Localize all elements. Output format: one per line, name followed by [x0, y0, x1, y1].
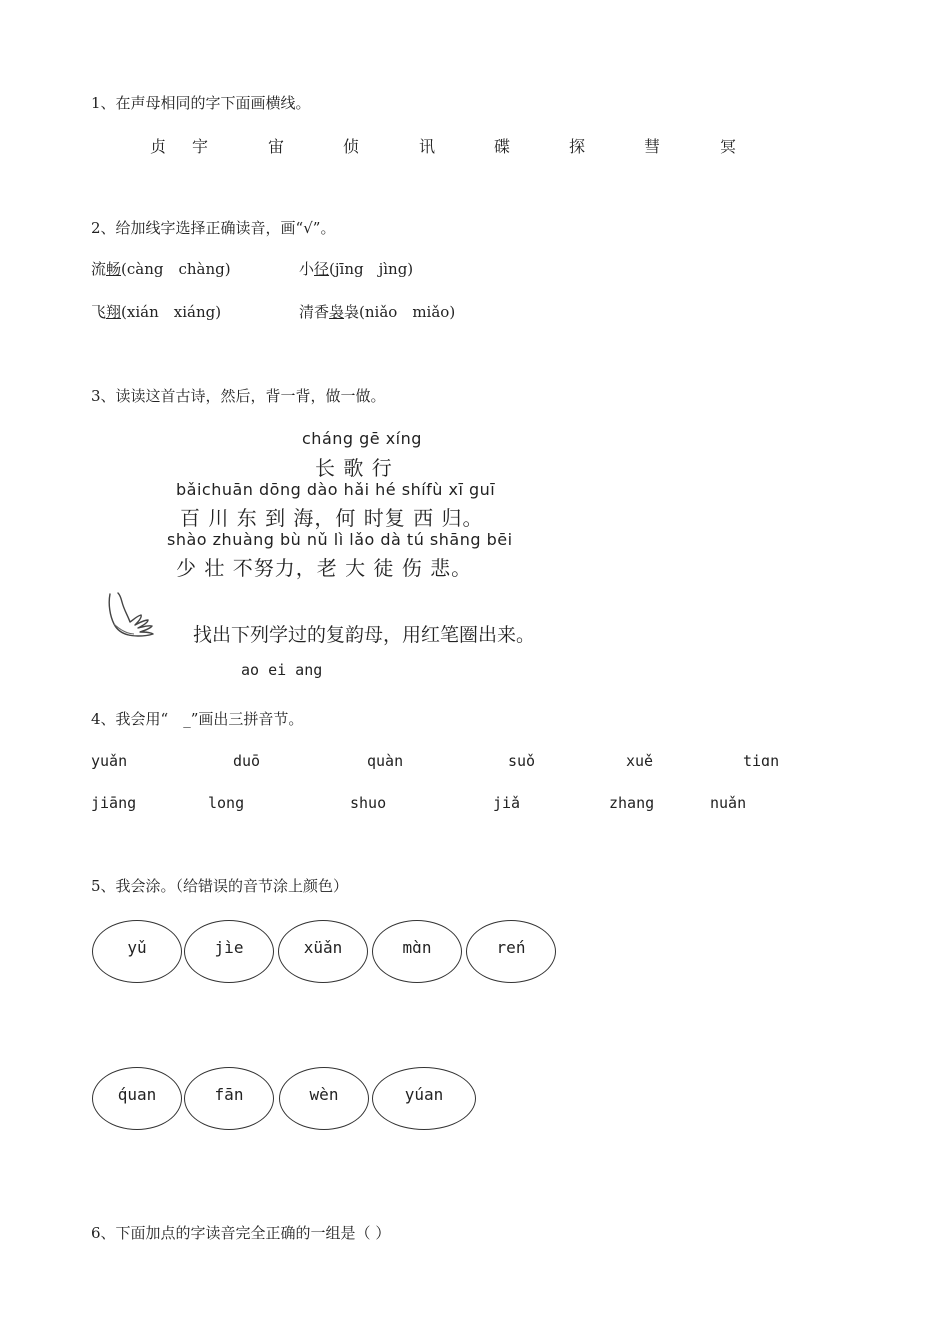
q4-title: 4、我会用“ _”画出三拼音节。: [91, 710, 304, 728]
q2-options: (xián xiáng): [121, 303, 222, 321]
q1-char: 碟: [494, 137, 511, 156]
q2-underlined-char: 翔: [106, 303, 122, 321]
q4-syllable: zhang: [609, 794, 655, 812]
q1-char: 宇: [192, 137, 209, 156]
q1-char: 探: [569, 137, 586, 156]
q4-syllable: jiāng: [91, 794, 137, 812]
q1-char: 宙: [268, 137, 285, 156]
q4-syllable: jiǎ: [493, 794, 521, 812]
q2-item: [91, 258, 231, 279]
q1-char: 侦: [343, 137, 360, 156]
q2-word: 流: [91, 260, 107, 278]
q5-title: 5、我会涂。（给错误的音节涂上颜色）: [91, 877, 349, 895]
hand-icon: [104, 590, 156, 646]
q6-title: 6、下面加点的字读音完全正确的一组是（ ）: [91, 1224, 391, 1242]
syllable-oval[interactable]: wèn: [279, 1067, 369, 1130]
q2-item: [91, 301, 221, 322]
syllable-oval[interactable]: reń: [466, 920, 556, 983]
q4-syllable: long: [208, 794, 245, 812]
q2-word: 清香: [299, 303, 330, 321]
q4-syllable: shuo: [350, 794, 387, 812]
q2-options: (jīng jìng): [329, 260, 414, 278]
poem-line1-pinyin: bǎichuān dōng dào hǎi hé shífù xī guī: [176, 480, 496, 499]
q1-char: 贞: [150, 137, 167, 156]
q4-syllable: tiɑn: [743, 752, 780, 770]
syllable-oval[interactable]: q́uan: [92, 1067, 182, 1130]
syllable-oval[interactable]: mɑ̀n: [372, 920, 462, 983]
poem-line2-pinyin: shào zhuàng bù nǔ lì lǎo dà tú shāng bēi: [167, 530, 513, 549]
q1-char: 讯: [419, 137, 436, 156]
q2-word: 袅: [344, 303, 360, 321]
q2-word: 小: [299, 260, 315, 278]
syllable-oval[interactable]: xüǎn: [278, 920, 368, 983]
q4-syllable: duō: [233, 752, 261, 770]
q4-syllable: suǒ: [508, 752, 536, 770]
q2-underlined-char: 袅: [329, 303, 345, 321]
syllable-oval[interactable]: jìe: [184, 920, 274, 983]
q2-word: 飞: [91, 303, 107, 321]
q3-title: 3、读读这首古诗，然后，背一背，做一做。: [91, 387, 386, 405]
q2-item: [299, 258, 413, 279]
q2-title: 2、给加线字选择正确读音，画“√”。: [91, 219, 336, 237]
q1-title: 1、在声母相同的字下面画横线。: [91, 94, 311, 112]
q2-item: [299, 301, 455, 322]
q2-underlined-char: 畅: [106, 260, 122, 278]
syllable-oval[interactable]: fān: [184, 1067, 274, 1130]
q4-syllable: quàn: [367, 752, 404, 770]
q2-options: (niǎo miǎo): [359, 303, 456, 321]
syllable-oval[interactable]: yǔ: [92, 920, 182, 983]
q4-syllable: xuě: [626, 752, 654, 770]
q1-char: 冥: [720, 137, 737, 156]
q1-char: 彗: [644, 137, 661, 156]
syllable-oval[interactable]: yúan: [372, 1067, 476, 1130]
q4-syllable: nuǎn: [710, 794, 747, 812]
poem-line2: 少 壮 不努力，老 大 徒 伤 悲。: [176, 556, 473, 580]
q4-syllable: yuǎn: [91, 752, 128, 770]
q2-underlined-char: 径: [314, 260, 330, 278]
poem-line1: 百 川 东 到 海，何 时复 西 归。: [180, 506, 484, 530]
poem-title-pinyin: cháng gē xíng: [302, 429, 422, 448]
q3-finals: ao ei ang: [241, 661, 323, 679]
q2-options: (càng chàng): [121, 260, 231, 278]
poem-title: 长 歌 行: [315, 456, 393, 480]
q3-instruction: 找出下列学过的复韵母，用红笔圈出来。: [193, 624, 536, 646]
